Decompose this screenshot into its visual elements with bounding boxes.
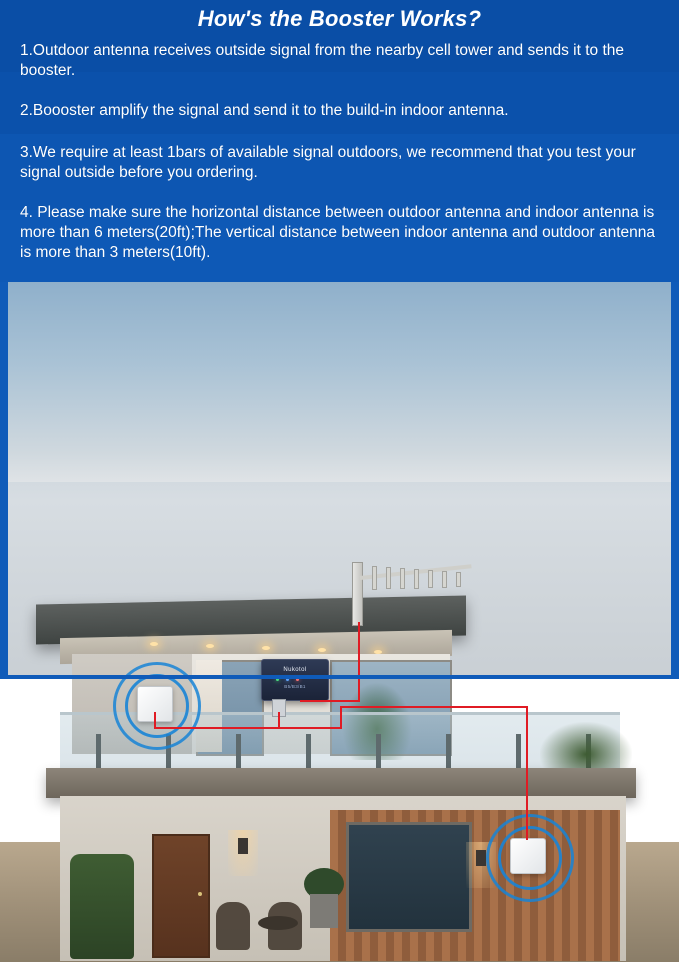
step-1-text: 1.Outdoor antenna receives outside signal from the nearby cell tower and sends it to the booster. [20,42,624,79]
front-door [152,834,210,958]
cable-left-antenna-drop [154,712,156,728]
page-title: How's the Booster Works? [197,6,482,31]
step-3-text: 3.We require at least 1bars of available signal outdoors, we recommend that you test your signal outside before you ordering. [20,144,636,181]
wall-lamp [238,838,248,854]
indoor-panel-antenna-right[interactable] [510,838,546,874]
balcony-floor [46,768,636,798]
yagi-element [442,571,447,588]
cable-antenna-to-booster [358,622,360,702]
rail-post [446,734,451,768]
ceiling-light [150,642,158,646]
rail-post [516,734,521,768]
ceiling-light [262,646,270,650]
yagi-element [400,568,405,589]
step-2-text: 2.Boooster amplify the signal and send it to the build-in indoor antenna. [20,102,509,119]
rail-post [236,734,241,768]
yagi-element [372,566,377,590]
cable-booster-input [300,700,360,702]
door-knob [198,892,202,896]
cable-right-branch-riser [340,707,342,729]
cable-run-right [340,706,526,708]
booster-brand-label: Nukotol [283,667,307,673]
cable-to-left-antenna [154,727,340,729]
text-panel [0,0,679,282]
potted-plant-pot [310,894,338,928]
yagi-element [456,572,461,587]
patio-table [258,916,298,930]
rail-post [306,734,311,768]
antenna-mast [352,562,363,626]
sky [0,282,679,482]
house-photo [0,282,679,689]
wall-lamp [476,850,486,866]
hedge [70,854,134,959]
lower-window [346,822,472,932]
rail-post [376,734,381,768]
signal-booster-unit[interactable] [261,659,329,701]
frame-bottom [0,675,679,679]
yagi-element [428,570,433,588]
yagi-element [414,569,419,589]
frame-right [671,282,679,679]
rail-post [96,734,101,768]
yagi-element [386,567,391,589]
booster-model-label: B5/B3/B1 [284,684,306,689]
ceiling-light [318,648,326,652]
step-4-text: 4. Please make sure the horizontal distance between outdoor antenna and indoor antenna is more than 6 meters(20ft);The vertical distance between indoor antenna and outdoor antenna is more than 3 meters(10ft). [20,204,656,261]
patio-chair [216,902,250,950]
cable-down-to-right-antenna [526,706,528,840]
cable-booster-output [278,712,280,728]
frame-left [0,282,8,679]
ceiling-light [206,644,214,648]
